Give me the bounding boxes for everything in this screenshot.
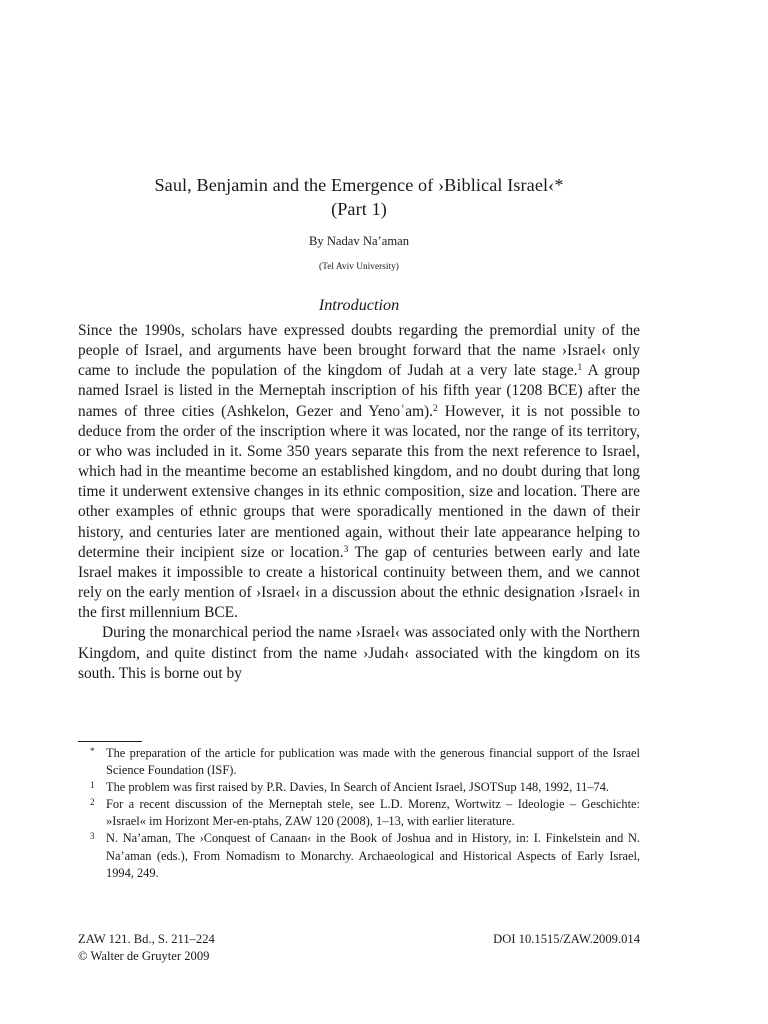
footnote-ref-2[interactable]: 2: [433, 403, 438, 414]
author-byline: By Nadav Na’aman: [308, 234, 409, 248]
journal-citation: ZAW 121. Bd., S. 211–224: [78, 932, 215, 946]
paragraph-1-segment-2: A group named Israel is listed in the Merneptah inscription of his fifth year (1208 BCE) after the names of three cities (Ashkelon, Gezer and Yenoʿam).: [78, 362, 640, 420]
article-title: [78, 173, 640, 221]
body-text: [78, 321, 640, 684]
footnote-text: For a recent discussion of the Merneptah stele, see L.D. Morenz, Wortwitz – Ideologie – Geschichte: »Israel« im Horizont Mer-en-ptahs, ZAW 120 (2008), 1–13, with earlier literature.: [106, 797, 640, 829]
paragraph-2: During the monarchical period the name ›Israel‹ was associated only with the Northern Kingdom, and quite distinct from the name ›Judah‹ associated with the kingdom on its south. This is borne out by: [78, 624, 640, 682]
paragraph-1-segment-1: Since the 1990s, scholars have expressed doubts regarding the premordial unity of the people of Israel, and arguments have been brought forward that the name ›Israel‹ only came to include the population of the kingdom of Judah at a very late stage.: [78, 322, 640, 380]
footnotes: [78, 745, 640, 882]
footnote-mark: 3: [90, 831, 95, 842]
footnote-text: The problem was first raised by P.R. Davies, In Search of Ancient Israel, JSOTSup 148, 1992, 11–74.: [106, 780, 609, 795]
paragraph-1-segment-4: The gap of centuries between early and late Israel makes it impossible to create a historical continuity between them, and we cannot rely on the early mention of ›Israel‹ in a discussion about the ethnic designation ›Israel‹ in the first millennium BCE.: [78, 543, 641, 622]
footnote-mark: *: [90, 746, 95, 756]
footnote-item: [78, 830, 640, 881]
footnote-item: [78, 796, 640, 830]
journal-page: [78, 0, 640, 1024]
footnote-text: The preparation of the article for publication was made with the generous financial support of the Israel Science Foundation (ISF).: [106, 746, 640, 778]
footnote-item: [78, 779, 640, 796]
title-line-2: (Part 1): [331, 199, 387, 219]
footnote-ref-1[interactable]: 1: [577, 363, 583, 374]
footer-left: [78, 931, 215, 965]
footnote-ref-3[interactable]: 3: [343, 544, 349, 555]
footnote-item: [78, 745, 640, 779]
paragraph-1-segment-3: However, it is not possible to deduce from the order of the inscription where it was located, nor the range of its territory, or who was included in it. Some 350 years separate this from the next reference to Israel, which had in the meantime become an established kingdom, and no doubt during that long time it underwent extensive changes in its ethnic composition, size and location. There are other examples of ethnic groups that were sporadically mentioned in the dawn of their history, and centuries later are mentioned again, without their late appearance helping to determine their incipient size or location.: [78, 402, 640, 561]
doi-link[interactable]: DOI 10.1515/ZAW.2009.014: [493, 932, 640, 946]
author-affiliation: (Tel Aviv University): [319, 262, 399, 272]
footnote-divider: [78, 741, 142, 742]
copyright-notice: © Walter de Gruyter 2009: [78, 949, 210, 963]
footnote-mark: 2: [90, 797, 95, 808]
footnote-text: N. Na’aman, The ›Conquest of Canaan‹ in the Book of Joshua and in History, in: I. Finkelstein and N. Na’aman (eds.), From Nomadism to Monarchy. Archaeological and Historical Aspects of Early Israel, 1994, 249.: [106, 831, 640, 880]
footnote-mark: 1: [90, 780, 95, 791]
paragraph-1: [78, 321, 640, 623]
title-line-1: Saul, Benjamin and the Emergence of ›Biblical Israel‹*: [154, 175, 564, 195]
section-heading: Introduction: [318, 296, 400, 314]
